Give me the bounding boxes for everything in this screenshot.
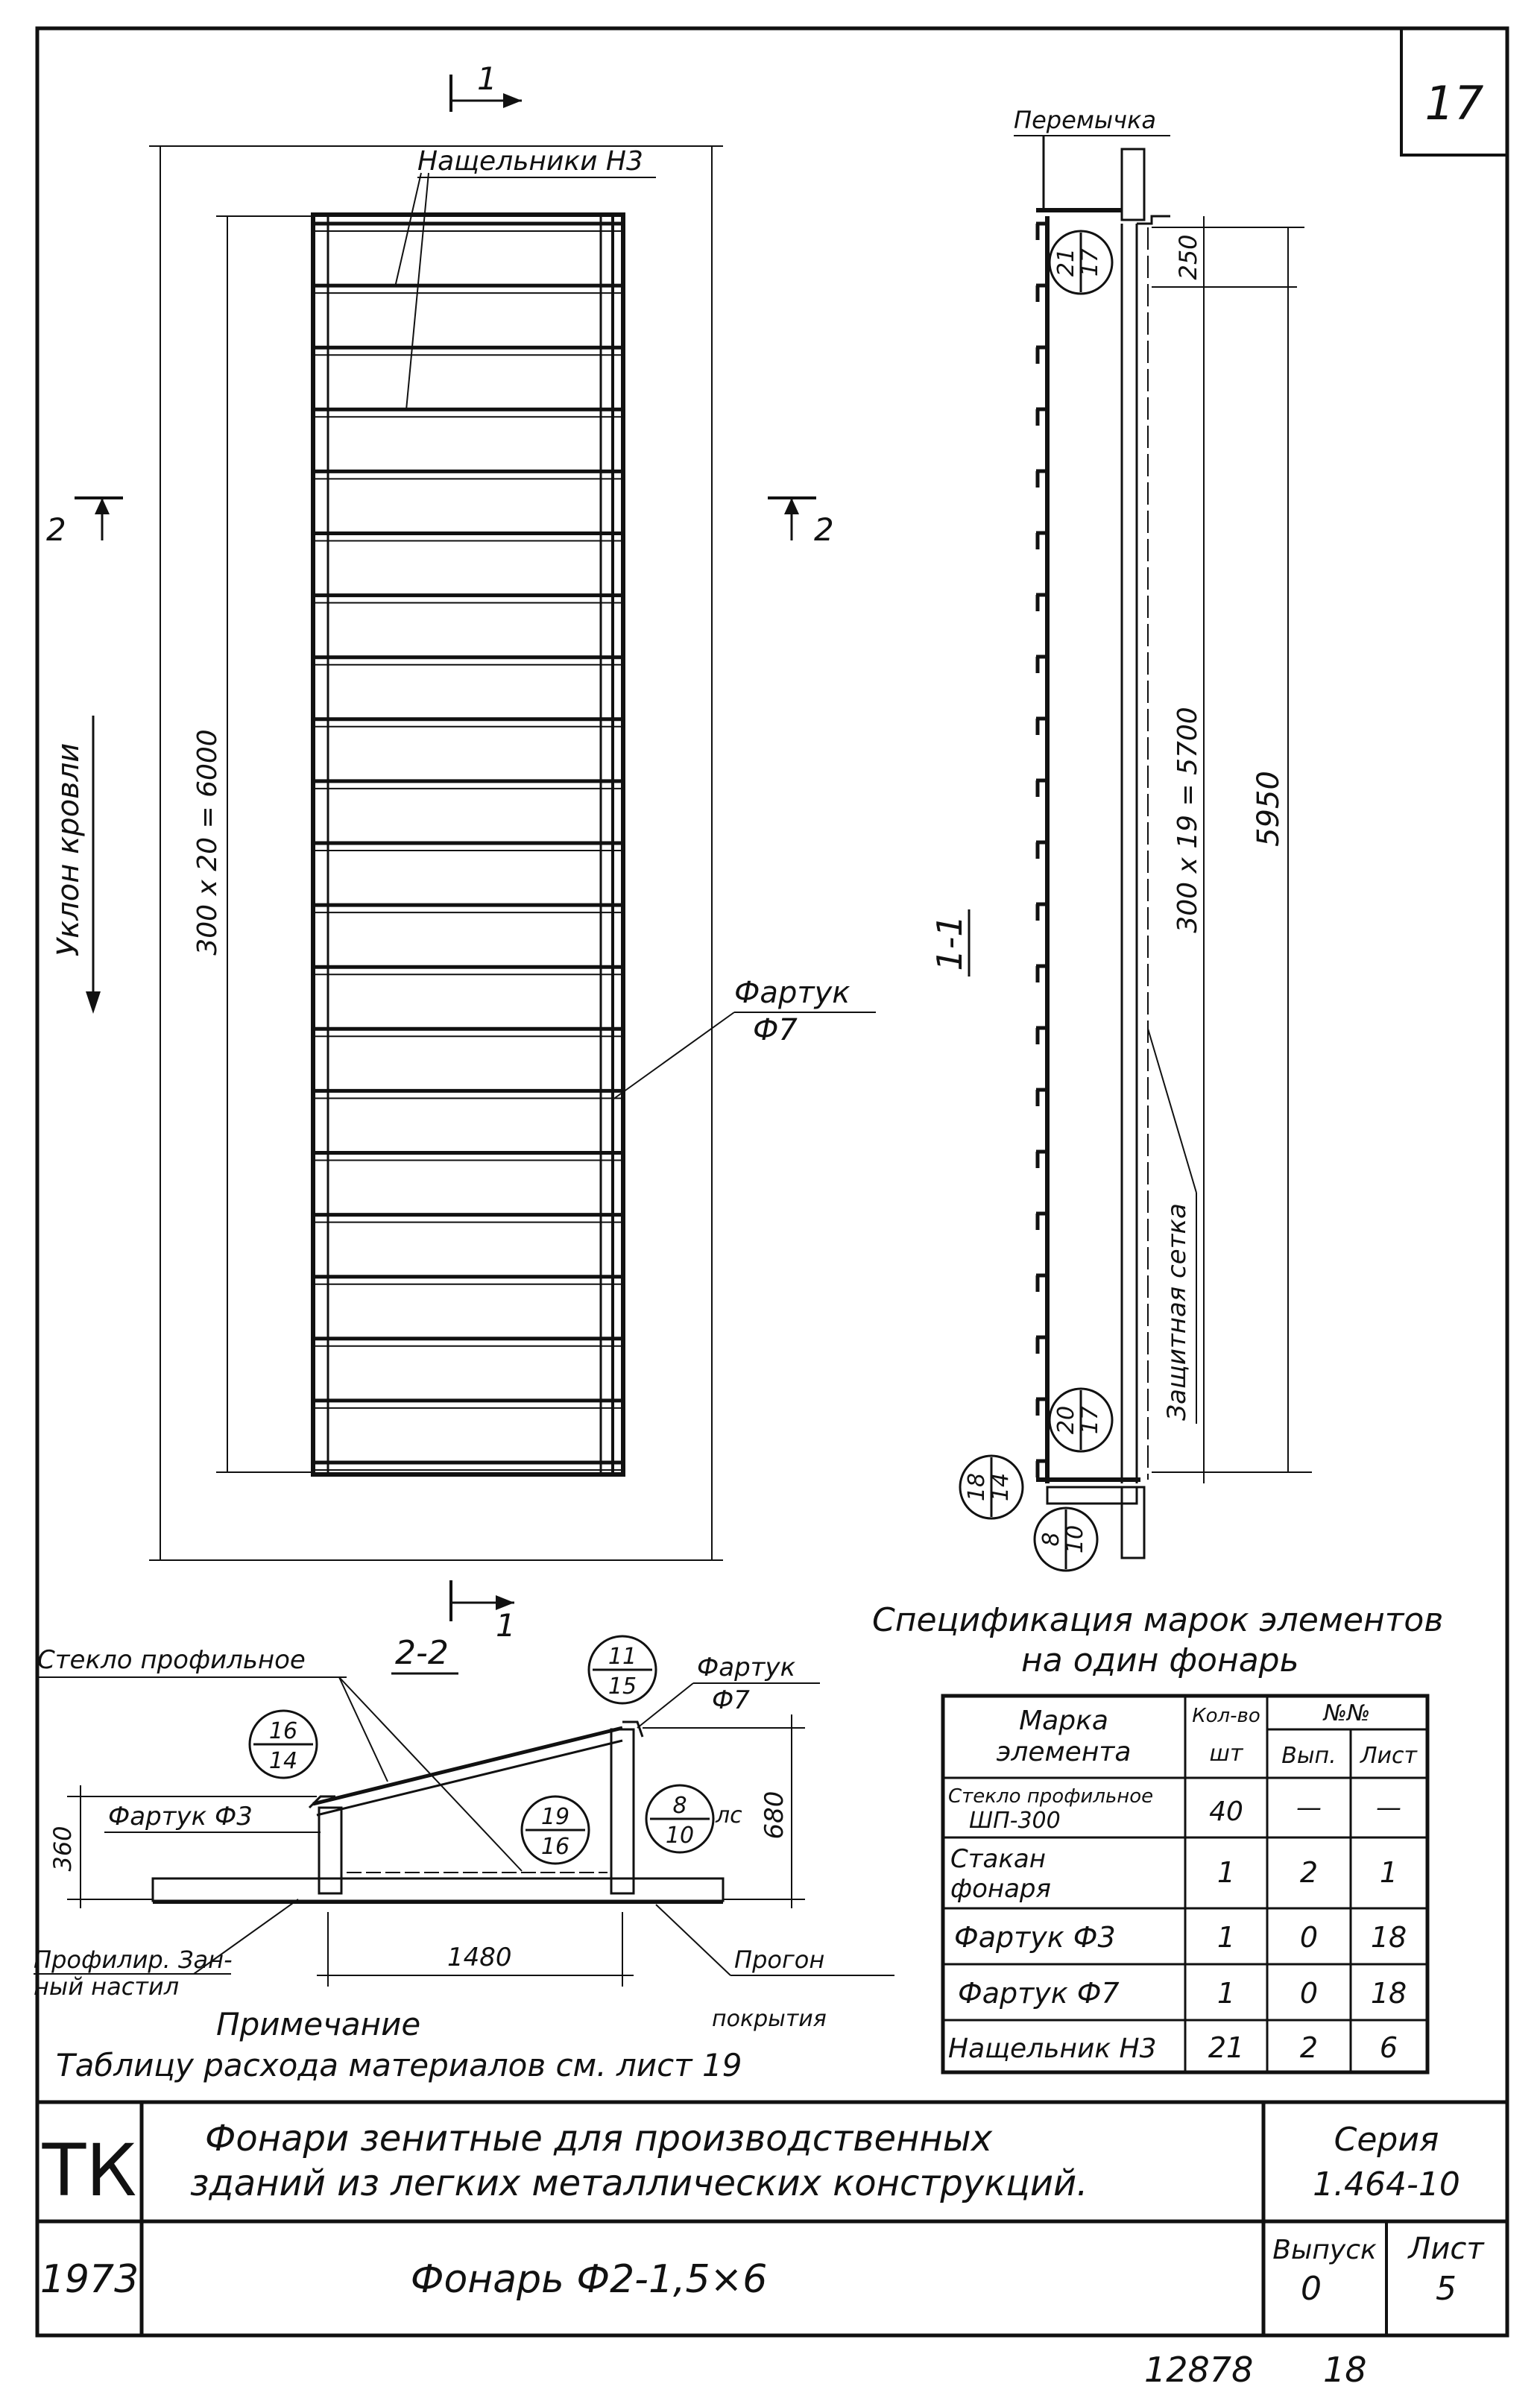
svg-text:0: 0 [1299,1977,1319,2010]
sheet-frame [37,28,1507,2335]
plan-cut-mark-top: 1 [477,60,497,97]
table-row [948,1785,1401,1834]
plan-section-mark-right: 2 [814,511,834,548]
section-2-2 [34,1634,894,2032]
callout [1050,1389,1112,1451]
svg-text:—: — [1296,1793,1322,1823]
plan-section-mark-left: 2 [46,511,66,548]
plan-label-slope: Уклон кровли [51,742,86,957]
title-issue: 0 [1301,2270,1322,2308]
svg-text:20: 20 [1053,1405,1079,1435]
svg-text:2: 2 [1299,1856,1319,1889]
svg-text:ШП-300: ШП-300 [969,1808,1061,1834]
spec-title-1: Спецификация марок элементов [872,1601,1444,1639]
title-series-label: Серия [1334,2121,1439,2159]
section-1-1-label-mesh: Защитная сетка [1162,1203,1192,1421]
svg-text:21: 21 [1053,247,1079,277]
callout [250,1711,317,1778]
svg-text:16: 16 [540,1834,570,1860]
title-series: 1.464-10 [1313,2165,1460,2203]
svg-text:17: 17 [1077,247,1103,277]
footer-page: 18 [1323,2350,1367,2390]
svg-text:Фартук Ф3: Фартук Ф3 [954,1921,1116,1954]
callout [1050,231,1112,294]
section-2-2-label-glass: Стекло профильное [37,1645,306,1675]
note-text: Таблицу расхода материалов см. лист 19 [56,2047,742,2083]
table-row [954,1921,1407,1954]
svg-text:Нащельник Н3: Нащельник Н3 [948,2034,1157,2064]
spec-title-2: на один фонарь [1021,1641,1299,1679]
section-2-2-label-lc: лс [716,1802,742,1829]
section-2-2-dim-width: 1480 [447,1943,512,1972]
spec-header-issue: Вып. [1281,1743,1337,1769]
plan-label-apron: Фартук [734,976,851,1010]
spec-table [872,1601,1443,2072]
section-1-1-dim-total: 5950 [1252,771,1286,847]
section-1-1 [930,106,1312,1571]
section-1-1-dim-glazing: 300 х 19 = 5700 [1173,707,1203,933]
note-title: Примечание [216,2006,421,2042]
table-row [958,1977,1407,2010]
section-2-2-label-purlin: Прогон [734,1946,825,1974]
svg-text:1: 1 [1216,1921,1236,1954]
title-org: ТК [42,2129,137,2212]
svg-text:1: 1 [1216,1977,1236,2010]
svg-text:—: — [1376,1793,1401,1823]
svg-text:15: 15 [608,1673,637,1700]
archive-number: 12878 [1144,2350,1254,2390]
svg-text:14: 14 [988,1472,1014,1502]
spec-header-mark-2: элемента [996,1737,1132,1767]
svg-text:6: 6 [1379,2031,1398,2064]
plan-label-battens: Нащельники Н3 [417,146,643,177]
svg-text:Стакан: Стакан [950,1844,1046,1874]
section-2-2-label-covering: покрытия [712,2006,827,2032]
svg-text:21: 21 [1208,2031,1245,2064]
section-1-1-title: 1-1 [930,915,970,971]
spec-header-mark: Марка [1019,1706,1108,1736]
section-2-2-label-apron-left: Фартук Ф3 [108,1802,253,1832]
callout [646,1785,713,1852]
svg-text:Стекло профильное: Стекло профильное [948,1785,1154,1808]
title-block [37,2102,1507,2335]
svg-text:10: 10 [1062,1524,1088,1554]
svg-text:0: 0 [1299,1921,1319,1954]
title-drawing-name: Фонарь Ф2-1,5×6 [410,2257,768,2302]
svg-text:11: 11 [608,1644,637,1670]
svg-text:8: 8 [672,1793,687,1819]
table-row [948,2031,1398,2064]
title-sheet-label: Лист [1408,2232,1484,2266]
section-1-1-label-parapet: Перемычка [1014,106,1156,134]
svg-text:18: 18 [1370,1977,1407,2010]
svg-text:1: 1 [1379,1856,1398,1889]
plan-view [46,60,876,1644]
sheet-number: 17 [1424,76,1484,130]
section-2-2-label-deck-2: ный настил [34,1972,180,2001]
callout [1035,1508,1097,1571]
svg-text:Фартук Ф7: Фартук Ф7 [958,1977,1120,2010]
section-2-2-label-apron-right-mark: Ф7 [712,1685,750,1715]
section-2-2-dim-right: 680 [760,1791,789,1840]
section-1-1-dim-top: 250 [1174,234,1202,280]
callout [522,1796,589,1864]
svg-text:14: 14 [268,1748,298,1774]
svg-text:16: 16 [268,1718,298,1744]
table-row [950,1844,1398,1904]
plan-cut-mark-bottom: 1 [496,1607,516,1644]
svg-text:8: 8 [1038,1532,1064,1547]
spec-header-qty-2: шт [1209,1741,1243,1767]
title-issue-label: Выпуск [1272,2235,1377,2265]
spec-header-nn: №№ [1323,1700,1371,1726]
svg-text:40: 40 [1209,1796,1243,1827]
svg-text:2: 2 [1299,2031,1319,2064]
svg-text:18: 18 [1370,1921,1407,1954]
title-year: 1973 [40,2257,139,2302]
section-2-2-title: 2-2 [395,1634,449,1672]
callout [960,1456,1023,1518]
svg-text:10: 10 [665,1823,695,1849]
plan-dim-length: 300 х 20 = 6000 [192,729,223,956]
title-line-2: зданий из легких металлических конструкций. [190,2162,1088,2204]
title-line-1: Фонари зенитные для производственных [205,2118,993,2160]
svg-text:19: 19 [540,1804,570,1830]
svg-text:18: 18 [964,1472,990,1502]
svg-text:фонаря: фонаря [950,1874,1051,1904]
spec-header-qty: Кол-во [1192,1705,1260,1727]
section-2-2-dim-left: 360 [48,1826,77,1872]
spec-header-sheet: Лист [1360,1743,1418,1769]
svg-text:1: 1 [1216,1856,1236,1889]
callout [589,1636,656,1703]
plan-label-apron-mark: Ф7 [753,1013,798,1047]
title-sheet: 5 [1436,2270,1457,2308]
section-2-2-label-apron-right: Фартук [697,1653,796,1682]
section-2-2-label-deck-1: Профилир. Зан- [34,1946,233,1974]
svg-text:17: 17 [1077,1405,1103,1435]
